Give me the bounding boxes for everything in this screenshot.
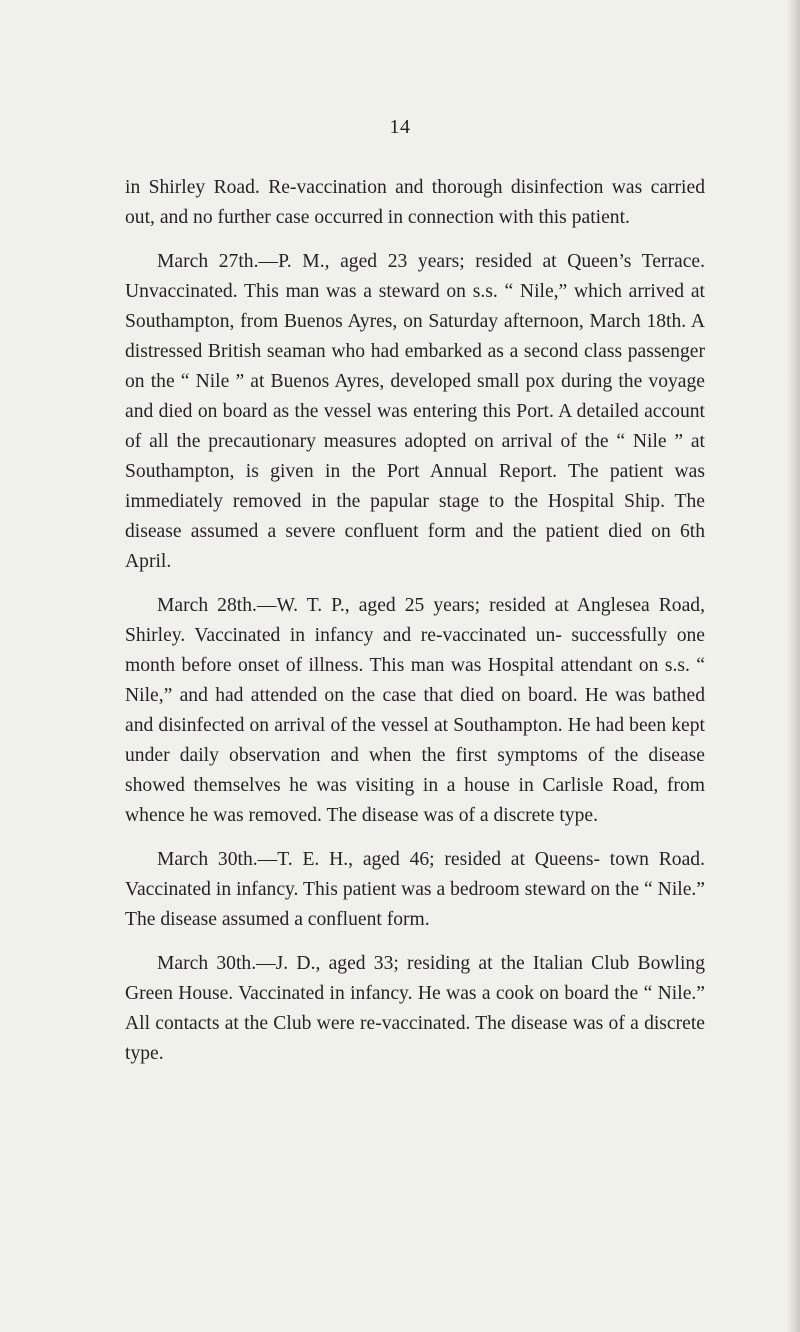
case-entry-march-27: March 27th.—P. M., aged 23 years; resided at Queen’s Terrace. Unvaccinated. This man was a steward on s.s. “ Nile,” which arrived at Southampton, from Buenos Ayres, on Saturday afternoon, March 18th. A distressed British seaman who had embarked as a second class passenger on the “ Nile ” at Buenos Ayres, developed small pox during the voyage and died on board as the vessel was entering this Port. A detailed account of all the precautionary measures adopted on arrival of the “ Nile ” at Southampton, is given in the Port Annual Report. The patient was immediately removed in the papular stage to the Hospital Ship. The disease assumed a severe confluent form and the patient died on 6th April.	[125, 251, 705, 572]
case-entry-march-30-teh: March 30th.—T. E. H., aged 46; resided at Queens- town Road. Vaccinated in infancy. This patient was a bedroom steward on the “ Nile.” The disease assumed a confluent form.	[125, 849, 705, 930]
case-entry-march-30-jd: March 30th.—J. D., aged 33; residing at the Italian Club Bowling Green House. Vaccinated in infancy. He was a cook on board the “ Nile.” All contacts at the Club were re-vaccinated. The disease was of a discrete type.	[125, 953, 705, 1064]
page-number: 14	[389, 116, 411, 138]
page-edge-shadow	[786, 0, 800, 1332]
paragraph-continuation: in Shirley Road. Re-vaccination and thorough disinfection was carried out, and no further case occurred in connection with this patient.	[125, 177, 705, 228]
body-text	[125, 173, 705, 1083]
case-entry-march-28: March 28th.—W. T. P., aged 25 years; resided at Anglesea Road, Shirley. Vaccinated in infancy and re-vaccinated un- successfully one month before onset of illness. This man was Hospital attendant on s.s. “ Nile,” and had attended on the case that died on board. He was bathed and disinfected on arrival of the vessel at Southampton. He had been kept under daily observation and when the first symptoms of the disease showed themselves he was visiting in a house in Carlisle Road, from whence he was removed. The disease was of a discrete type.	[125, 595, 705, 826]
